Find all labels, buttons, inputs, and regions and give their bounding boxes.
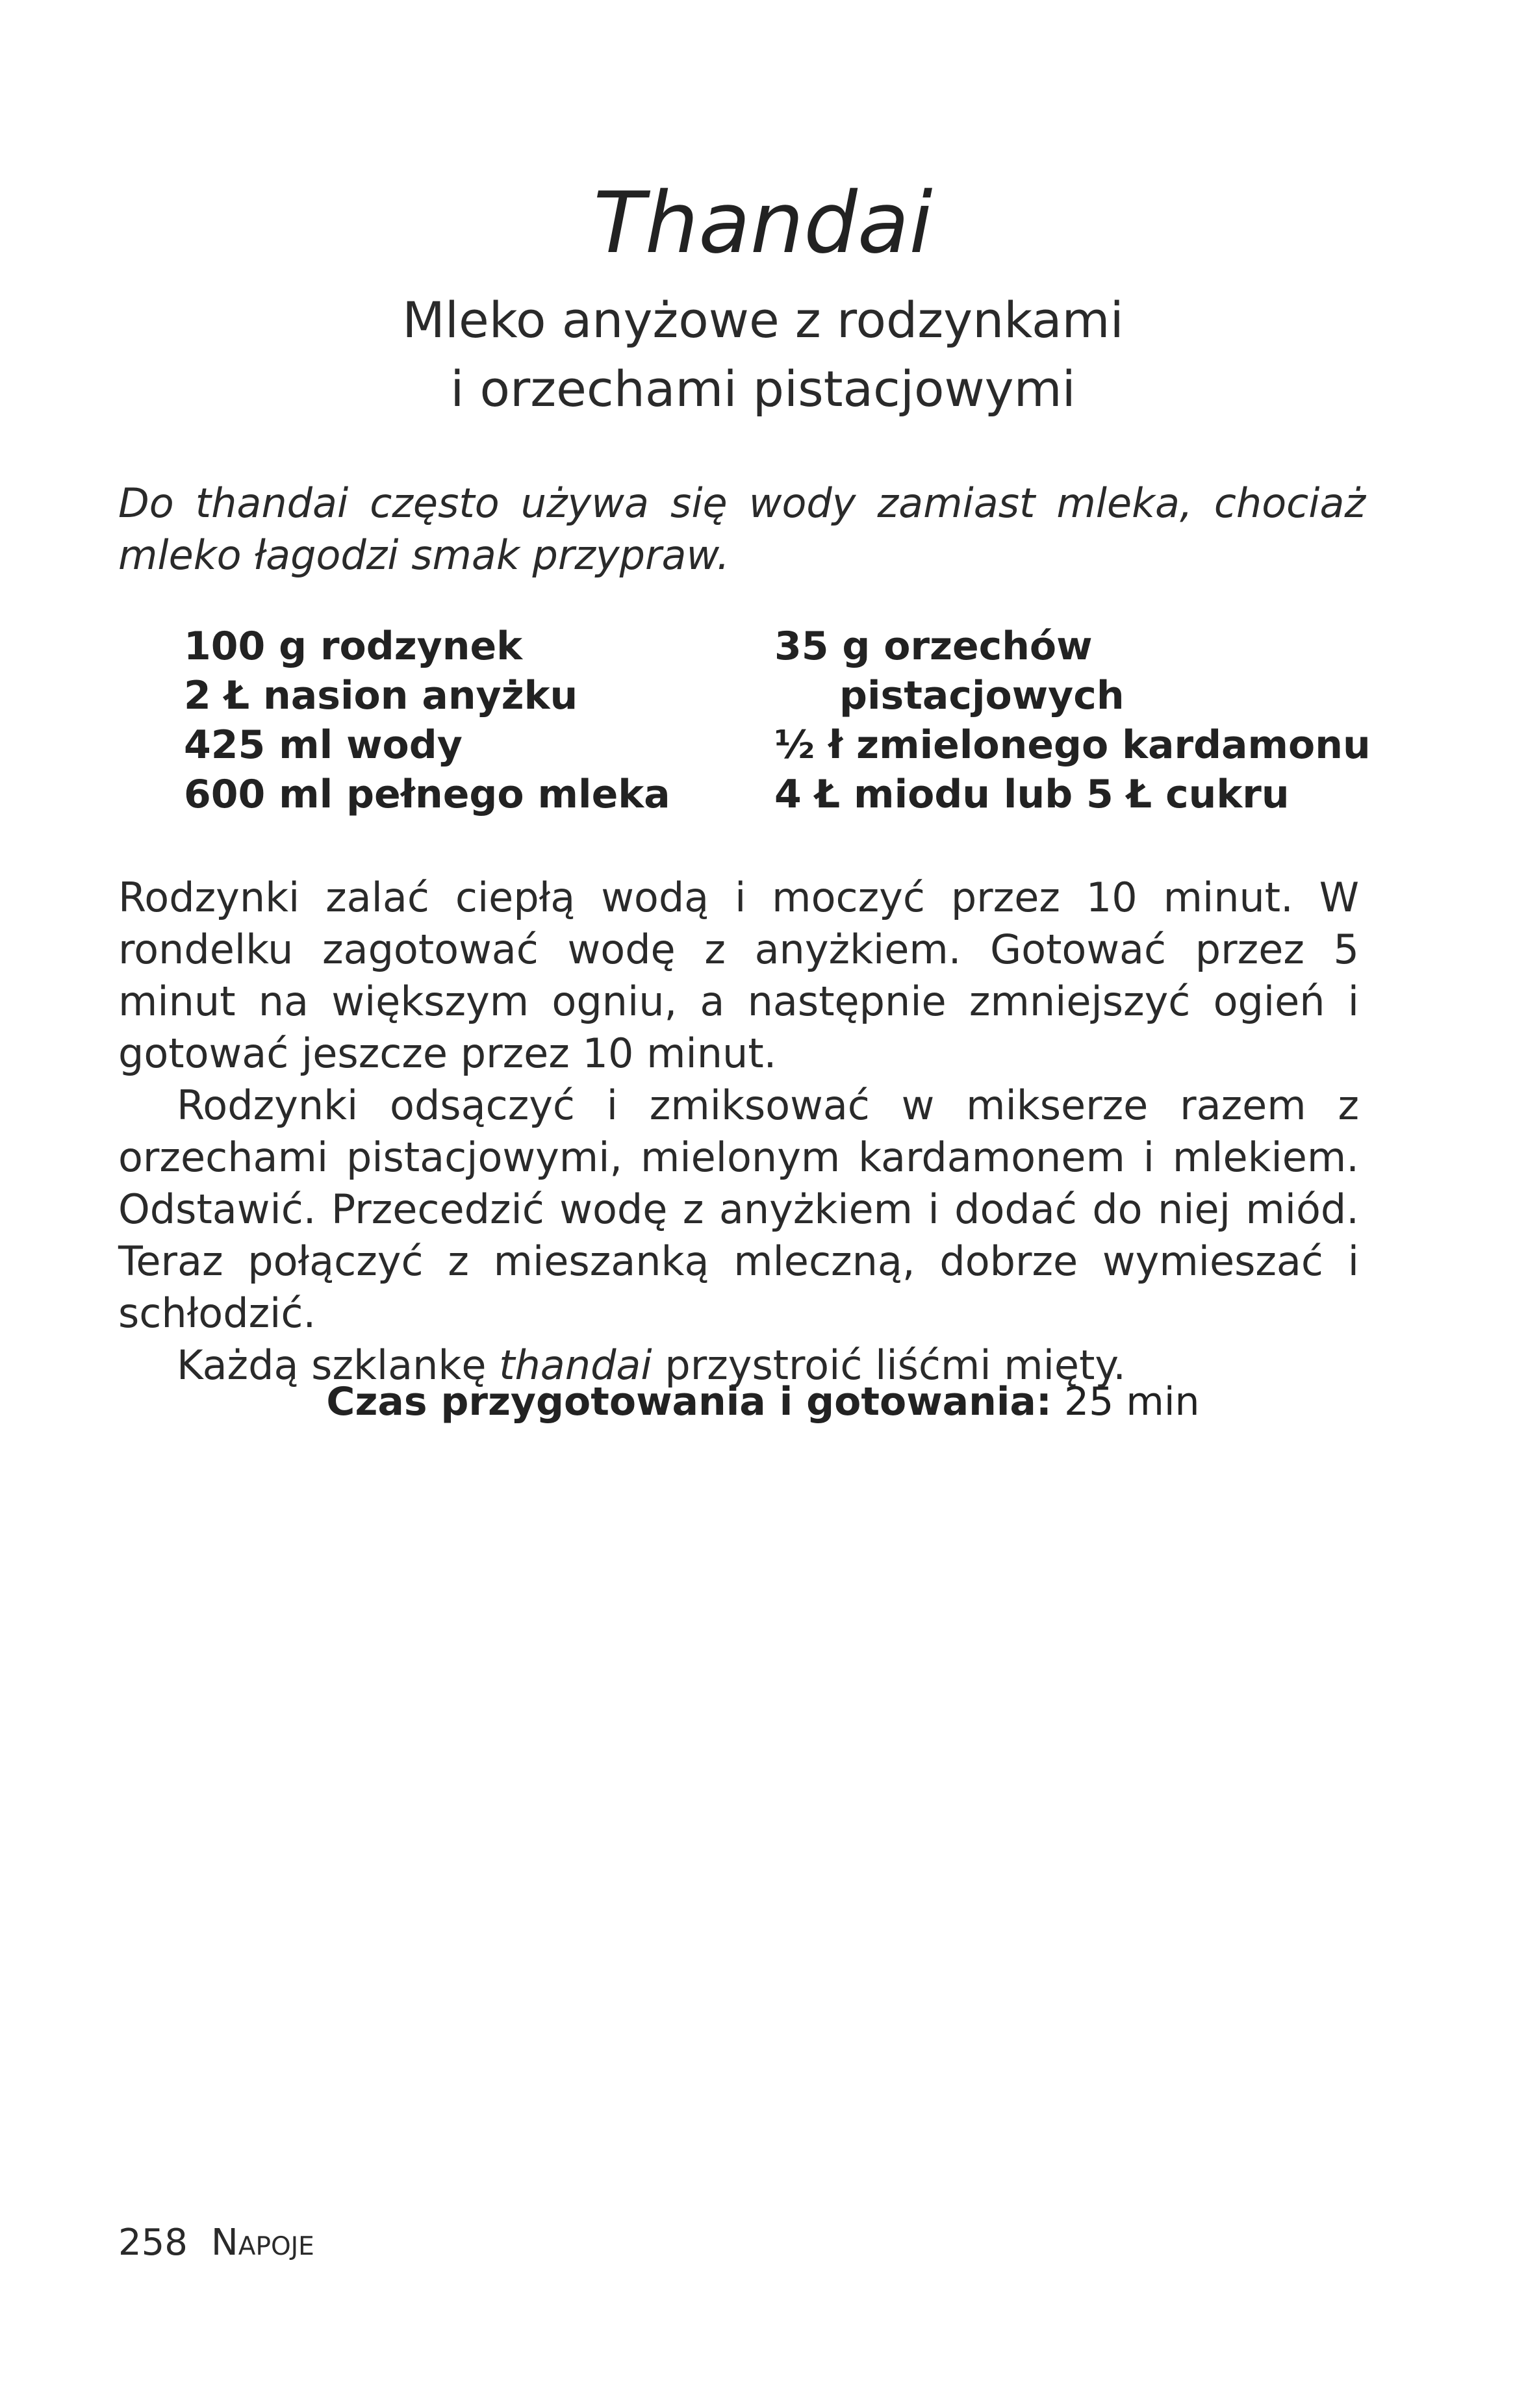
- recipe-title: Thandai: [593, 173, 933, 272]
- subtitle-line-2: i orzechami pistacjowymi: [450, 360, 1076, 418]
- section-name: Napoje: [210, 2222, 314, 2264]
- instructions: [118, 872, 1359, 1391]
- prep-time-label: Czas przygotowania i gotowania:: [326, 1379, 1052, 1425]
- prep-time: [0, 1376, 1526, 1428]
- ingredients-left-column: [184, 622, 769, 819]
- prep-time-value: 25 min: [1063, 1379, 1200, 1425]
- ingredient-item-continuation: pistacjowych: [839, 673, 1125, 718]
- instruction-text: Każdą szklankę: [177, 1341, 500, 1389]
- ingredients-right-column: [774, 622, 1463, 819]
- instruction-text: przystroić liśćmi mięty.: [652, 1341, 1126, 1389]
- ingredient-item: ½ ł zmielonego kardamonu: [774, 722, 1371, 768]
- instruction-paragraph-1: Rodzynki zalać ciepłą wodą i moczyć przez 10 minut. W rondelku zagotować wodę z anyżkiem. Gotować przez 5 minut na większym ogniu, a następnie zmniejszyć ogień i gotować jeszcze przez 10 minut.: [118, 874, 1359, 1077]
- ingredient-item: 600 ml pełnego mleka: [184, 772, 670, 817]
- instruction-paragraph-2: Rodzynki odsączyć i zmiksować w mikserze razem z orzechami pistacjowymi, mielonym kardamonem i mlekiem. Odstawić. Przecedzić wodę z anyżkiem i dodać do niej miód. Teraz połączyć z mieszanką mleczną, dobrze wymieszać i schłodzić.: [118, 1082, 1359, 1337]
- page-footer: [118, 2220, 314, 2266]
- dish-name-emphasis: thandai: [499, 1341, 652, 1389]
- ingredient-item: 4 Ł miodu lub 5 Ł cukru: [774, 772, 1290, 817]
- ingredient-item: 425 ml wody: [184, 722, 463, 768]
- subtitle-line-1: Mleko anyżowe z rodzynkami: [402, 291, 1124, 349]
- page-number: 258: [118, 2222, 188, 2264]
- recipe-subtitle: [0, 286, 1526, 424]
- ingredient-item: 100 g rodzynek: [184, 624, 523, 669]
- intro-note: Do thandai często używa się wody zamiast mleka, chociaż mleko łagodzi smak przypraw.: [118, 479, 1366, 579]
- ingredient-item: 35 g orzechów: [774, 624, 1093, 669]
- ingredient-item: 2 Ł nasion anyżku: [184, 673, 578, 718]
